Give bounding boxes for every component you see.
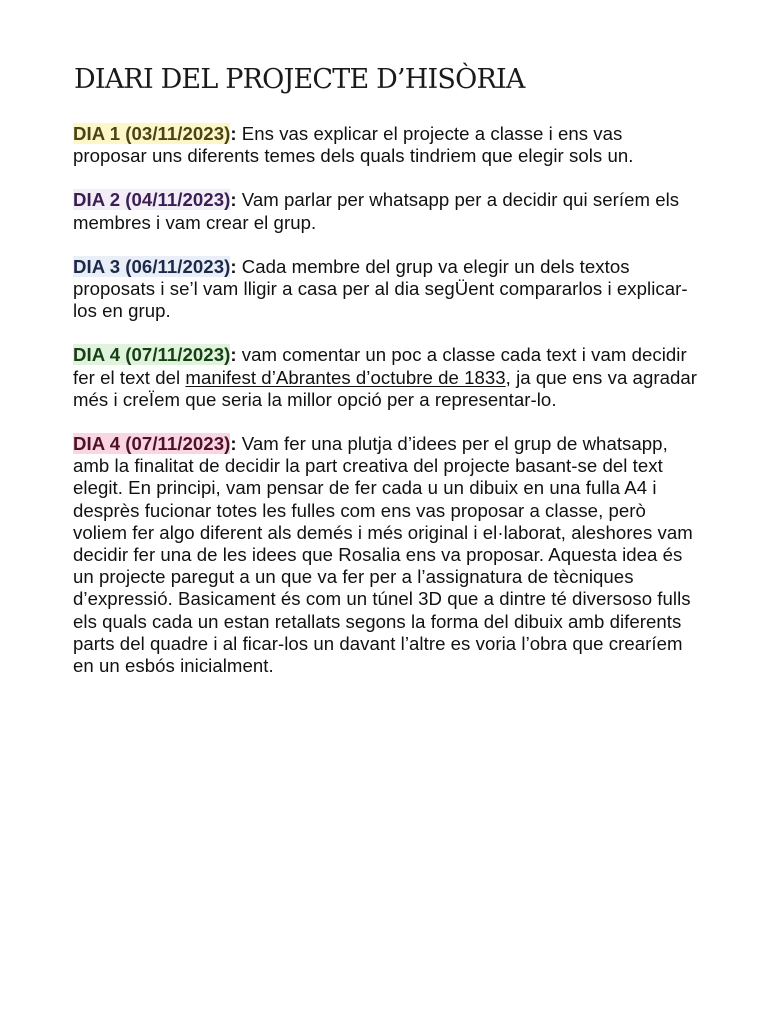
document-title: DIARI DEL PROJECTE D’HISÒRIA — [74, 64, 525, 95]
entry-date-label: DIA 2 (04/11/2023) — [73, 189, 231, 211]
entry-text: Ens vas explicar el projecte a classe i ens vas proposar uns diferents temes dels quals tindriem que elegir sols un. — [73, 123, 634, 167]
manifest-link[interactable]: manifest d’Abrantes d’octubre de 1833 — [185, 366, 506, 388]
entry-text-after-link: , ja que ens va agradar més i creÏem que seria la millor opció per a representar-lo. — [73, 366, 697, 410]
diary-entry-day-3 — [73, 256, 701, 323]
entry-date-label: DIA 4 (07/11/2023) — [73, 344, 231, 366]
entry-date-colon: : — [230, 255, 237, 277]
entry-date-label: DIA 4 (07/11/2023) — [73, 433, 231, 455]
entry-text: Vam fer una plutja d’idees per el grup de whatsapp, amb la finalitat de decidir la part creativa del projecte basant-se del text elegit. En principi, vam pensar de fer cada u un dibuix en una fulla A4 i desprès fucionar totes les fulles com ens vas proposar a classe, però voliem fer algo diferent als demés i més original i el·laborat, aleshores vam decidir fer una de les idees que Rosalia ens va proposar. Aquesta idea és un projecte paregut a un que va fer per a l’assignatura de tècniques d’expressió. Basicament és com un túnel 3D que a dintre té diversoso fulls els quals cada un estan retallats segons la forma del dibuix amb diferents parts del quadre i al ficar-los un davant l’altre es voria l’obra que crearíem en un esbós inicialment. — [73, 433, 693, 677]
entry-text-before-link: vam comentar un poc a classe cada text i vam decidir fer el text del — [73, 344, 687, 388]
entry-date-label: DIA 1 (03/11/2023) — [73, 123, 231, 144]
entry-text: Cada membre del grup va elegir un dels textos proposats i se’l vam lligir a casa per al dia segÜent compararlos i explicar-los en grup. — [73, 255, 688, 322]
entry-date-colon: : — [230, 189, 237, 211]
diary-entry-day-2 — [73, 189, 701, 233]
diary-entry-day-1 — [73, 123, 701, 167]
entry-date-colon: : — [230, 123, 237, 144]
diary-entry-day-4a — [73, 344, 701, 411]
diary-entries — [73, 123, 701, 699]
entry-date-label: DIA 3 (06/11/2023) — [73, 255, 231, 277]
diary-entry-day-4b — [73, 433, 701, 677]
entry-text: Vam parlar per whatsapp per a decidir qui seríem els membres i vam crear el grup. — [73, 189, 680, 233]
entry-date-colon: : — [230, 433, 237, 455]
entry-date-colon: : — [230, 344, 237, 366]
